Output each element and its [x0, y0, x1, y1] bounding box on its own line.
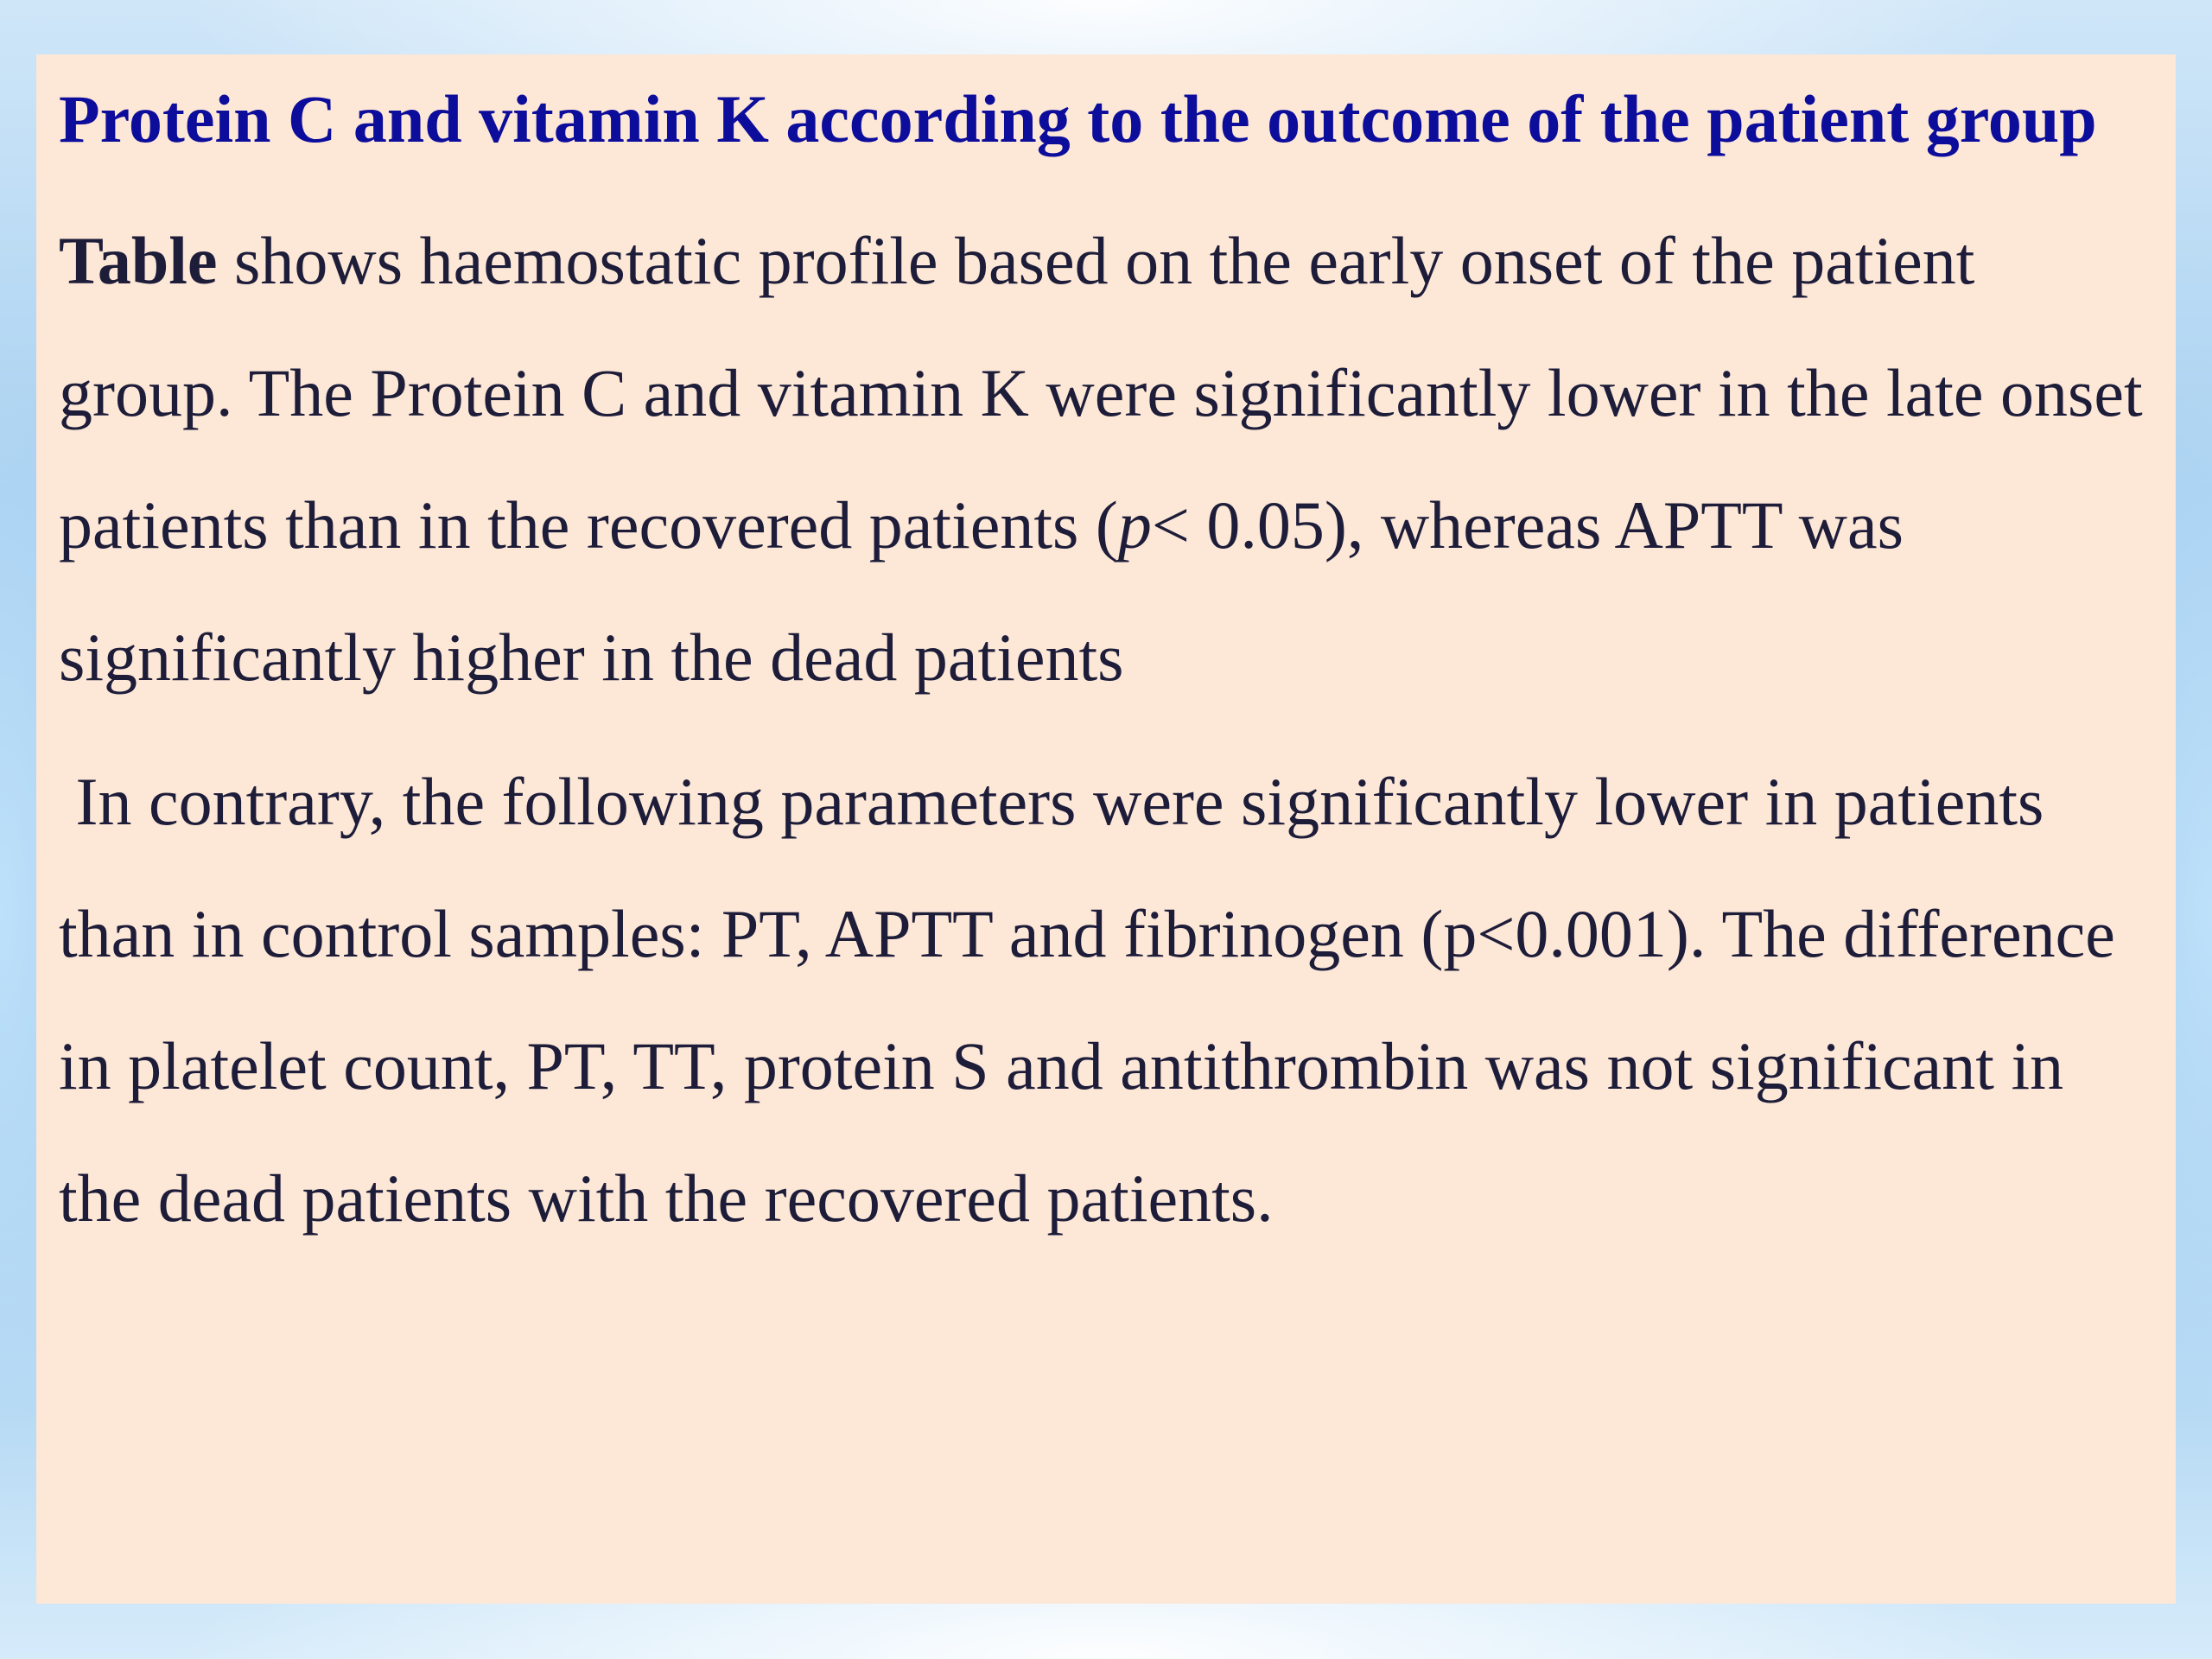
table-keyword: Table: [59, 223, 218, 298]
paragraph-contrary-findings: [59, 735, 2153, 1264]
slide-title: Protein C and vitamin K according to the outcome of the patient group: [59, 81, 2097, 156]
paragraph-1-text-a: shows haemostatic profile based on the early onset of the patient group. The Protein C and vitamin K were significantly lower in the late onset patients than in the recovered patients (: [59, 223, 2143, 563]
paragraph-1-text-b: < 0.05), whereas APTT was significantly higher in the dead patients: [59, 487, 1904, 695]
paragraph-table-summary: [59, 194, 2153, 723]
p-value-symbol: p: [1117, 487, 1152, 563]
slide-content-panel: [36, 54, 2176, 1604]
paragraph-2-text: In contrary, the following parameters were significantly lower in patients than in control samples: PT, APTT and fibrinogen (p<0.001). The difference in platelet count, PT, TT, protein S and antithrombin was not significant in the dead patients with the recovered patients.: [59, 764, 2133, 1236]
